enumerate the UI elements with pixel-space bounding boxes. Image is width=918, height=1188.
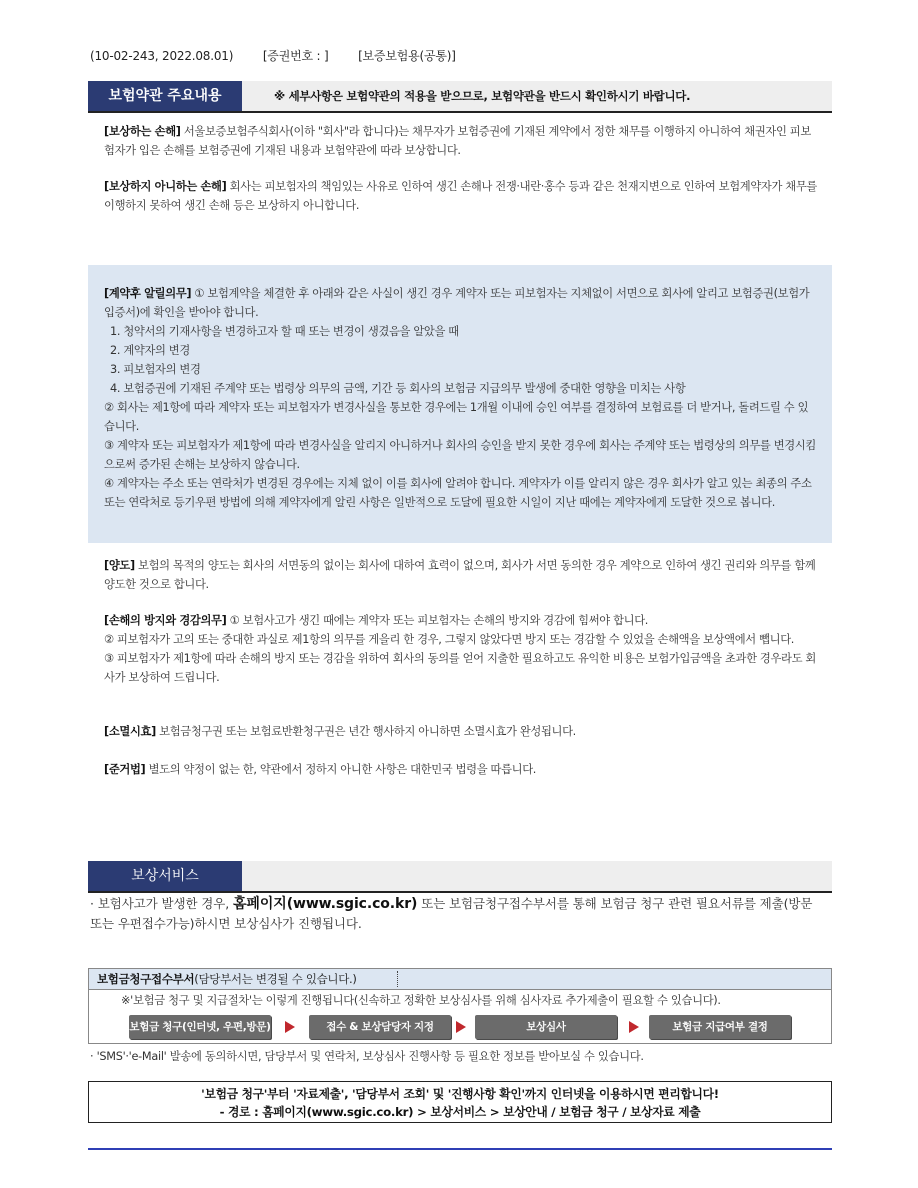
- prevention-p2: ② 피보험자가 고의 또는 중대한 과실로 제1항의 의무를 게을리 한 경우, 그렇지 않았다면 방지 또는 경감할 수 있었을 손해액을 보상액에서 뺍니다.: [104, 633, 795, 646]
- clause-label: [계약후 알릴의무]: [104, 287, 192, 300]
- clause-compensated: [104, 122, 818, 160]
- clause-text: 회사는 피보험자의 책임있는 사유로 인하여 생긴 손해나 전쟁·내란·홍수 등과 같은 천재지변으로 인하여 보험계약자가 채무를 이행하지 못하여 생긴 손해 등은 보상하지 아니합니다.: [104, 180, 817, 212]
- terms-section-title: 보험약관 주요내용: [88, 81, 242, 111]
- clause-text: 보험의 목적의 양도는 회사의 서면동의 없이는 회사에 대하여 효력이 없으며, 회사가 서면 동의한 경우 계약으로 인하여 생긴 권리와 의무를 함께 양도한 것으로 합니다.: [104, 559, 816, 591]
- notify-p4: ④ 계약자는 주소 또는 연락처가 변경된 경우에는 지체 없이 이를 회사에 알려야 합니다. 계약자가 이를 알리지 않은 경우 회사가 알고 있는 최종의 주소 또는 연락처로 등기우편 방법에 의해 계약자에게 알린 사항은 일반적으로 도달에 필요한 시일이 지난 때에는 계약자에게 도달한 것으로 봅니다.: [104, 477, 812, 509]
- notify-item: 4. 보험증권에 기재된 주계약 또는 법령상 의무의 금액, 기간 등 회사의 보험금 지급의무 발생에 중대한 영향을 미치는 사항: [110, 382, 686, 395]
- claim-box-title: 보험금청구접수부서: [97, 972, 195, 986]
- online-guide-path: - 경로 : 홈페이지(www.sgic.co.kr) > 보상서비스 > 보상안내 / 보험금 청구 / 보상자료 제출: [219, 1105, 701, 1119]
- clause-text: 서울보증보험주식회사(이하 "회사"라 합니다)는 채무자가 보험증권에 기재된 계약에서 정한 채무를 이행하지 아니하여 채권자인 피보험자가 입은 손해를 보험증권에 기재된 내용과 보험약관에 따라 보상합니다.: [104, 125, 811, 157]
- clause-text: 보험금청구권 또는 보험료반환청구권은 년간 행사하지 아니하면 소멸시효가 완성됩니다.: [155, 725, 576, 738]
- terms-section-note: ※ 세부사항은 보험약관의 적용을 받으므로, 보험약관을 반드시 확인하시기 바랍니다.: [274, 89, 691, 103]
- sms-email-note: · 'SMS'·'e-Mail' 발송에 동의하시면, 담당부서 및 연락처, 보상심사 진행사항 등 필요한 정보를 받아보실 수 있습니다.: [90, 1050, 644, 1063]
- clause-text: ① 보험계약을 체결한 후 아래와 같은 사실이 생긴 경우 계약자 또는 피보험자는 지체없이 서면으로 회사에 알리고 보험증권(보험가입증서)에 확인을 받아야 합니다.: [104, 287, 810, 319]
- notify-p3: ③ 계약자 또는 피보험자가 제1항에 따라 변경사실을 알리지 아니하거나 회사의 승인을 받지 못한 경우에 회사는 주계약 또는 법령상의 의무를 변경시킴으로써 증가된 손해는 보상하지 않습니다.: [104, 439, 816, 471]
- step-review: 보상심사: [475, 1015, 617, 1039]
- clause-label: [보상하는 손해]: [104, 125, 181, 138]
- arrow-right-icon: [629, 1021, 639, 1033]
- clause-notify: [104, 284, 818, 512]
- step-assign: 접수 & 보상담당자 지정: [309, 1015, 451, 1039]
- clause-label: [준거법]: [104, 763, 146, 776]
- arrow-right-icon: [456, 1021, 466, 1033]
- doc-code: (10-02-243, 2022.08.01): [90, 49, 234, 63]
- step-decision: 보험금 지급여부 결정: [649, 1015, 791, 1039]
- process-note: ※'보험금 청구 및 지급절차'는 이렇게 진행됩니다(신속하고 정확한 보상심사를 위해 심사자료 추가제출이 필요할 수 있습니다).: [121, 994, 721, 1007]
- clause-label: [손해의 방지와 경감의무]: [104, 614, 227, 627]
- clause-label: [보상하지 아니하는 손해]: [104, 180, 227, 193]
- online-guide-box: [88, 1081, 832, 1123]
- claim-box-title-note: (담당부서는 변경될 수 있습니다.): [194, 972, 357, 986]
- notify-item: 3. 피보험자의 변경: [110, 363, 201, 376]
- prevention-p3: ③ 피보험자가 제1항에 따라 손해의 방지 또는 경감을 위하여 회사의 동의를 얻어 지출한 필요하고도 유익한 비용은 보험가입금액을 초과한 경우라도 회사가 보상하여 드립니다.: [104, 652, 816, 684]
- clause-label: [소멸시효]: [104, 725, 156, 738]
- bottom-divider: [88, 1148, 832, 1150]
- online-guide-line1: '보험금 청구'부터 '자료제출', '담당부서 조회' 및 '진행사항 확인'까지 인터넷을 이용하시면 편리합니다!: [201, 1087, 719, 1101]
- header-divider: [397, 971, 398, 987]
- document-header: [90, 47, 456, 64]
- clause-prevention: [104, 611, 818, 687]
- notify-item: 1. 청약서의 기재사항을 변경하고자 할 때 또는 변경이 생겼음을 알았을 때: [110, 325, 459, 338]
- clause-transfer: [104, 556, 818, 594]
- claim-department-box: [88, 968, 832, 1044]
- cert-number: [증권번호 : ]: [262, 49, 329, 63]
- clause-not-compensated: [104, 177, 818, 215]
- service-section-title: 보상서비스: [88, 861, 242, 891]
- notify-item: 2. 계약자의 변경: [110, 344, 190, 357]
- claim-box-header: [89, 969, 831, 990]
- doc-category: [보증보험용(공통)]: [358, 49, 456, 63]
- clause-text: ① 보험사고가 생긴 때에는 계약자 또는 피보험자는 손해의 방지와 경감에 힘써야 합니다.: [226, 614, 649, 627]
- clause-text: 별도의 약정이 없는 한, 약관에서 정하지 아니한 사항은 대한민국 법령을 따릅니다.: [145, 763, 537, 776]
- homepage-link[interactable]: 홈페이지(www.sgic.co.kr): [233, 896, 418, 912]
- notify-intro: [104, 284, 818, 322]
- service-section-bar: [88, 861, 832, 893]
- clause-limitation: [104, 722, 818, 741]
- clause-label: [양도]: [104, 559, 135, 572]
- clause-law: [104, 760, 818, 779]
- notify-p2: ② 회사는 제1항에 따라 계약자 또는 피보험자가 변경사실을 통보한 경우에는 1개월 이내에 승인 여부를 결정하여 보험료를 더 받거나, 돌려드릴 수 있습니다.: [104, 401, 809, 433]
- service-description: · 보험사고가 발생한 경우, 홈페이지(www.sgic.co.kr) 또는 보험금청구접수부서를 통해 보험금 청구 관련 필요서류를 제출(방문 또는 우편접수가능)하시면 보상심사가 진행됩니다.: [90, 896, 813, 931]
- terms-section-bar: [88, 81, 832, 113]
- step-claim: 보험금 청구(인터넷, 우편,방문): [129, 1015, 271, 1039]
- arrow-right-icon: [285, 1021, 295, 1033]
